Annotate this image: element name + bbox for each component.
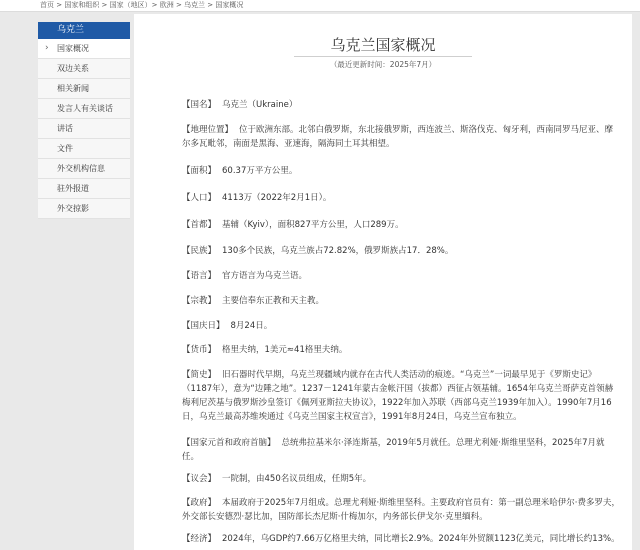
fact-label: 【语言】 (182, 271, 217, 281)
fact-economy (182, 532, 620, 546)
sidebar-item-country-overview[interactable] (38, 39, 130, 59)
fact-text: 乌克兰（Ukraine） (222, 100, 298, 110)
sidebar-item-label: 双边关系 (57, 64, 89, 73)
fact-text: 130多个民族，乌克兰族占72.82%，俄罗斯族占17．28%。 (222, 246, 454, 256)
sidebar-item-bilateral-relations[interactable] (38, 59, 130, 79)
fact-text: 一院制，由450名议员组成，任期5年。 (222, 474, 372, 484)
fact-religion (182, 294, 620, 308)
fact-label: 【国名】 (182, 100, 217, 110)
fact-label: 【民族】 (182, 246, 217, 256)
fact-label: 【货币】 (182, 345, 217, 355)
sidebar-item-label: 外交机构信息 (57, 164, 105, 173)
fact-label: 【简史】 (182, 370, 217, 380)
fact-text: 位于欧洲东部。北邻白俄罗斯，东北接俄罗斯，西连波兰、斯洛伐克、匈牙利，西南同罗马尼亚、摩尔多瓦毗邻，南面是黑海、亚速海，隔海同土耳其相望。 (182, 125, 614, 149)
top-bar (0, 0, 640, 12)
fact-parliament (182, 472, 620, 486)
fact-text: 60.37万平方公里。 (222, 166, 298, 176)
fact-text: 旧石器时代早期，乌克兰现疆域内就存在古代人类活动的痕迹。“乌克兰”一词最早见于《罗斯史记》（1187年），意为“边陲之地”。1237－1241年蒙古金帐汗国（拔都）西征占领基辅。1654年乌克兰哥萨克首领赫梅利尼茨基与俄罗斯沙皇签订《佩列亚斯拉夫协议》，1922年加入苏联（西部乌克兰1939年加入）。1990年7月16日，乌克兰最高苏维埃通过《乌克兰国家主权宣言》，1991年8月24日，乌克兰宣布独立。 (182, 370, 614, 422)
sidebar-item-speeches[interactable] (38, 119, 130, 139)
fact-label: 【宗教】 (182, 296, 217, 306)
fact-head-of-state (182, 436, 620, 464)
fact-text: 格里夫纳，1美元≈41格里夫纳。 (222, 345, 348, 355)
fact-text: 基辅（Kyiv），面积827平方公里，人口289万。 (222, 220, 404, 230)
sidebar-item-diplomatic-missions[interactable] (38, 159, 130, 179)
main-content (134, 14, 632, 550)
fact-label: 【首都】 (182, 220, 217, 230)
fact-language (182, 269, 620, 283)
sidebar-item-label: 讲话 (57, 124, 73, 133)
fact-capital (182, 218, 620, 232)
sidebar-item-label: 文件 (57, 144, 73, 153)
fact-population (182, 191, 620, 205)
fact-currency (182, 343, 620, 357)
title-divider (294, 56, 472, 57)
fact-text: 2024年，乌GDP约7.66万亿格里夫纳，同比增长2.9%。2024年外贸额1123亿美元，同比增长约13%。 (222, 534, 620, 544)
fact-label: 【人口】 (182, 193, 217, 203)
sidebar-item-diplomatic-photos[interactable] (38, 199, 130, 219)
fact-label: 【国家元首和政府首脑】 (182, 438, 276, 448)
fact-label: 【政府】 (182, 498, 217, 508)
chevron-right-icon: › (45, 43, 49, 53)
sidebar-item-documents[interactable] (38, 139, 130, 159)
sidebar-item-label: 外交掠影 (57, 204, 89, 213)
fact-ethnicity (182, 244, 620, 258)
fact-text: 主要信奉东正教和天主教。 (222, 296, 325, 306)
sidebar-item-spokesperson-remarks[interactable] (38, 99, 130, 119)
breadcrumb[interactable]: 首页 > 国家和组织 > 国家（地区）> 欧洲 > 乌克兰 > 国家概况 (40, 1, 244, 9)
sidebar-item-label: 国家概况 (57, 44, 89, 53)
fact-text: 本届政府于2025年7月组成。总理尤利娅·斯维里坚科。主要政府官员有：第一副总理米哈伊尔·费多罗夫，外交部长安德烈·瑟比加，国防部长杰尼斯·什梅加尔，内务部长伊戈尔·克里缅科。 (182, 498, 620, 522)
fact-country-name (182, 98, 620, 112)
sidebar-item-label: 相关新闻 (57, 84, 89, 93)
sidebar-item-overseas-reports[interactable] (38, 179, 130, 199)
fact-government (182, 496, 620, 524)
fact-label: 【面积】 (182, 166, 217, 176)
fact-label: 【经济】 (182, 534, 217, 544)
fact-text: 8月24日。 (230, 321, 273, 331)
update-note: （最近更新时间：2025年7月） (329, 60, 437, 69)
sidebar-header[interactable]: 乌克兰 (38, 22, 130, 39)
sidebar-item-related-news[interactable] (38, 79, 130, 99)
page-title: 乌克兰国家概况 (330, 36, 436, 54)
sidebar-item-label: 发言人有关谈话 (57, 104, 113, 113)
fact-text: 总统弗拉基米尔·泽连斯基，2019年5月就任。总理尤利娅·斯维里坚科，2025年7月就任。 (182, 438, 605, 462)
sidebar-item-label: 驻外报道 (57, 184, 89, 193)
fact-label: 【地理位置】 (182, 125, 234, 135)
fact-history (182, 368, 620, 424)
fact-label: 【议会】 (182, 474, 217, 484)
fact-national-day (182, 319, 620, 333)
fact-text: 4113万（2022年2月1日）。 (222, 193, 332, 203)
fact-area (182, 164, 620, 178)
fact-geography (182, 123, 620, 151)
fact-label: 【国庆日】 (182, 321, 225, 331)
sidebar (38, 22, 130, 219)
fact-text: 官方语言为乌克兰语。 (222, 271, 308, 281)
